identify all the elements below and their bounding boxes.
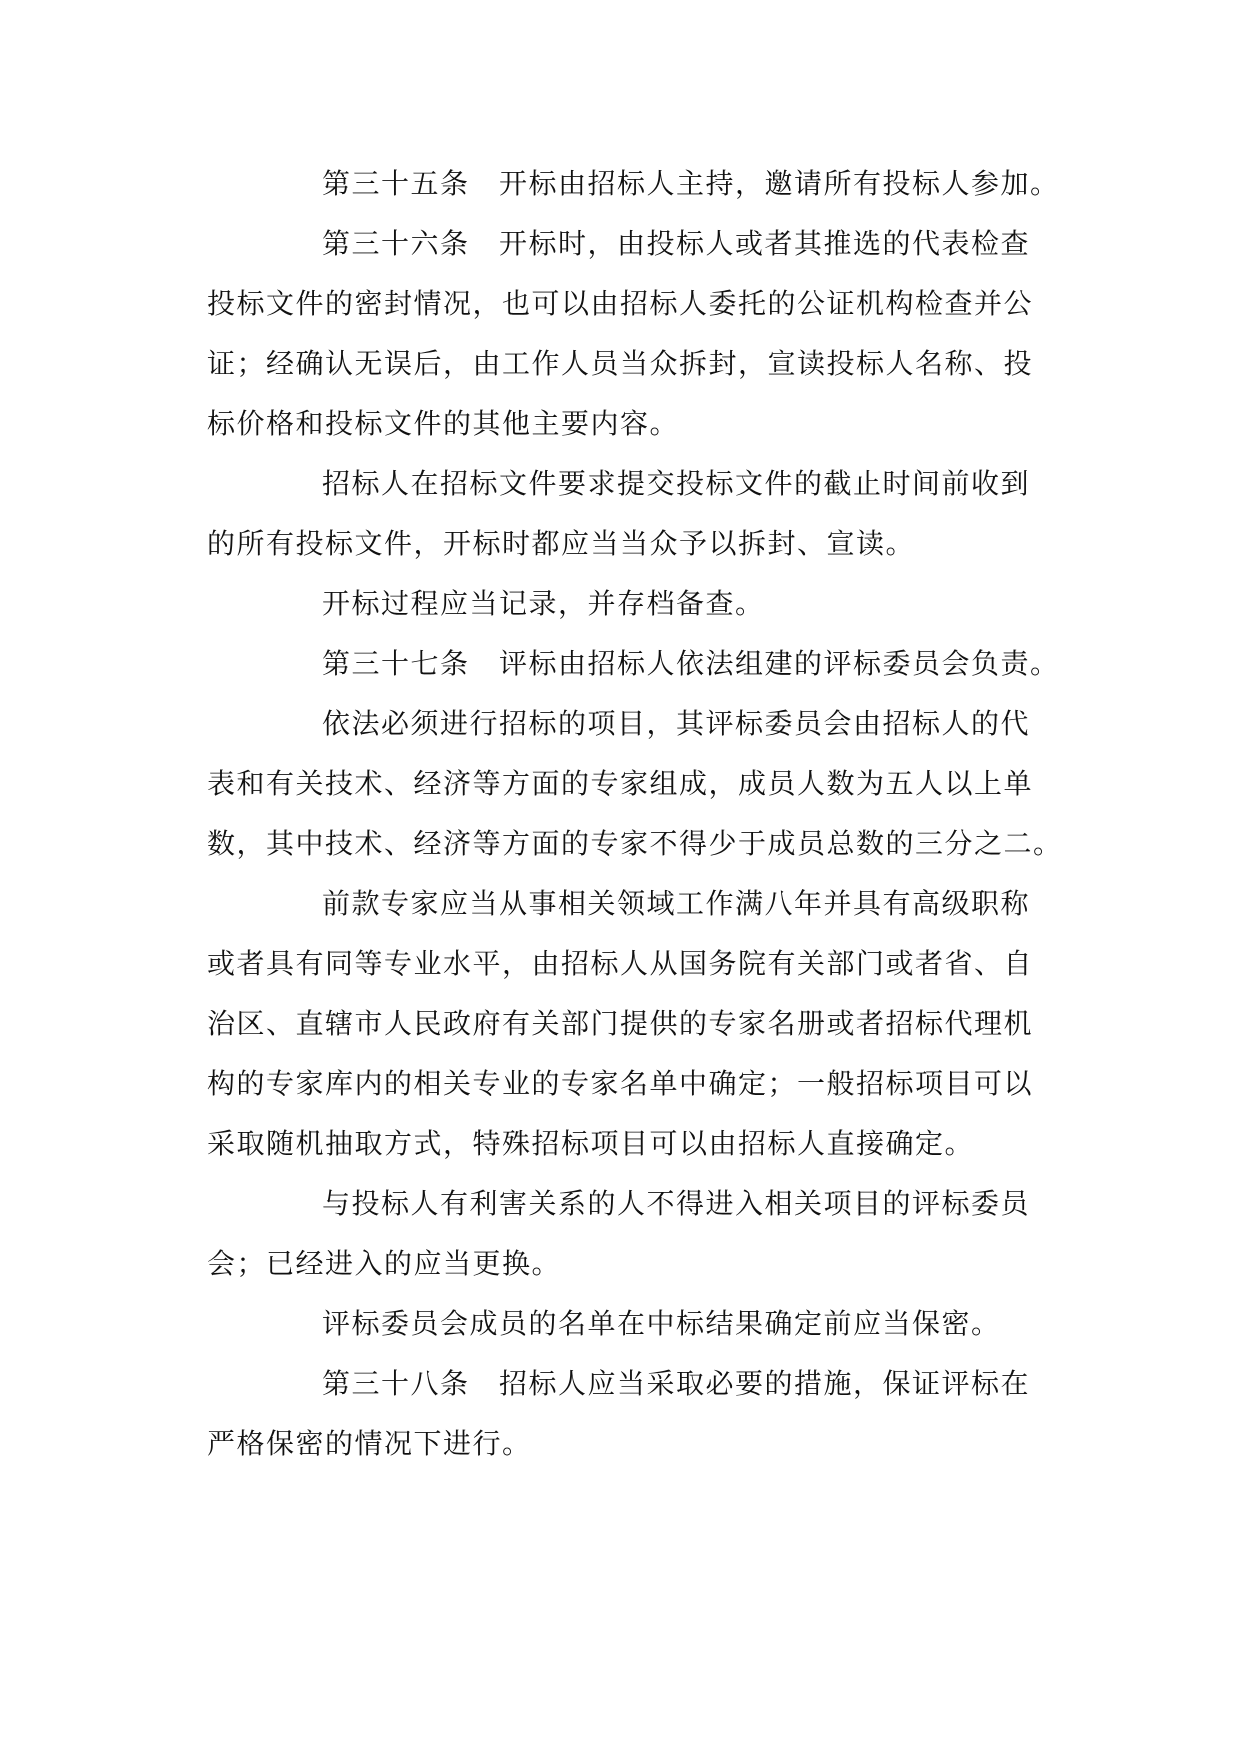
paragraph-art37-p2: [207, 700, 1063, 880]
text-line: 构的专家库内的相关专业的专家名单中确定；一般招标项目可以: [207, 1067, 1034, 1100]
text-line: 第三十五条 开标由招标人主持，邀请所有投标人参加。: [322, 167, 1060, 200]
paragraph-art37-p4: [207, 1180, 1037, 1300]
text-line: 采取随机抽取方式，特殊招标项目可以由招标人直接确定。: [207, 1127, 975, 1160]
document-body: [207, 160, 1063, 1480]
text-line: 第三十八条 招标人应当采取必要的措施，保证评标在: [322, 1367, 1031, 1400]
text-line: 治区、直辖市人民政府有关部门提供的专家名册或者招标代理机: [207, 1007, 1034, 1040]
text-line: 依法必须进行招标的项目，其评标委员会由招标人的代: [322, 707, 1031, 740]
paragraph-art37-p1: [207, 640, 1060, 700]
text-line: 标价格和投标文件的其他主要内容。: [207, 407, 680, 440]
text-line: 证；经确认无误后，由工作人员当众拆封，宣读投标人名称、投: [207, 347, 1034, 380]
paragraph-art35: [207, 160, 1060, 220]
text-line: 严格保密的情况下进行。: [207, 1427, 532, 1460]
text-line: 的所有投标文件，开标时都应当当众予以拆封、宣读。: [207, 527, 916, 560]
paragraph-art38: [207, 1360, 1037, 1480]
paragraph-art37-p5: [207, 1300, 1037, 1360]
text-line: 开标过程应当记录，并存档备查。: [322, 587, 765, 620]
text-line: 表和有关技术、经济等方面的专家组成，成员人数为五人以上单: [207, 767, 1034, 800]
text-line: 招标人在招标文件要求提交投标文件的截止时间前收到: [322, 467, 1031, 500]
text-line: 会；已经进入的应当更换。: [207, 1247, 562, 1280]
text-line: 数，其中技术、经济等方面的专家不得少于成员总数的三分之二。: [207, 827, 1063, 860]
text-line: 或者具有同等专业水平，由招标人从国务院有关部门或者省、自: [207, 947, 1034, 980]
text-line: 第三十七条 评标由招标人依法组建的评标委员会负责。: [322, 647, 1060, 680]
paragraph-art36-p2: [207, 460, 1037, 580]
text-line: 前款专家应当从事相关领域工作满八年并具有高级职称: [322, 887, 1031, 920]
paragraph-art37-p3: [207, 880, 1037, 1180]
text-line: 投标文件的密封情况，也可以由招标人委托的公证机构检查并公: [207, 287, 1034, 320]
paragraph-art36-p1: [207, 220, 1037, 460]
text-line: 与投标人有利害关系的人不得进入相关项目的评标委员: [322, 1187, 1031, 1220]
paragraph-art36-p3: [207, 580, 1037, 640]
text-line: 评标委员会成员的名单在中标结果确定前应当保密。: [322, 1307, 1001, 1340]
text-line: 第三十六条 开标时，由投标人或者其推选的代表检查: [322, 227, 1031, 260]
